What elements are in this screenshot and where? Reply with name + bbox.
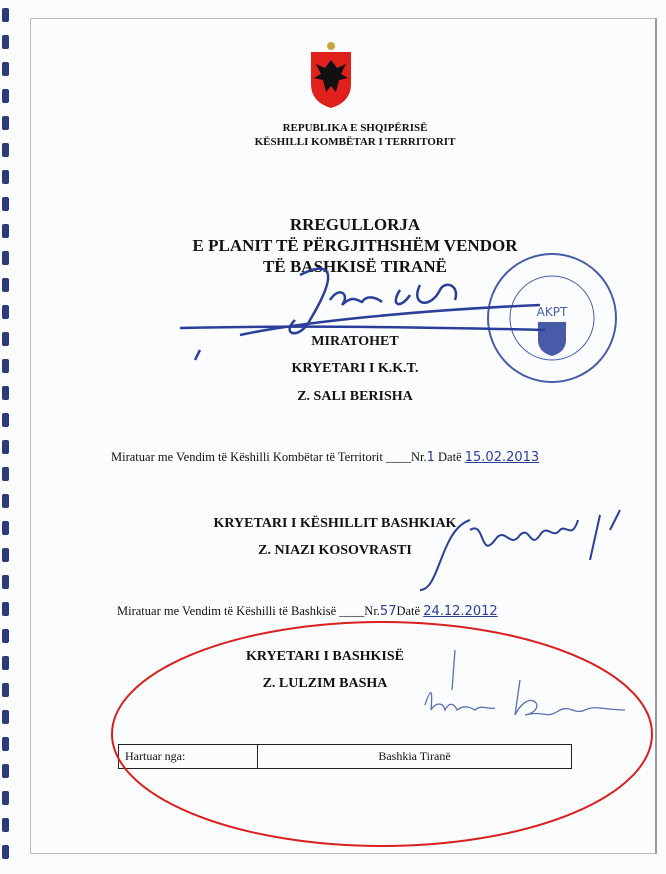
nr-value: 57 (379, 604, 397, 619)
approval-label: MIRATOHET (311, 334, 399, 349)
mayor-name: Z. LULZIM BASHA (262, 676, 388, 691)
date-value: 15.02.2013 (464, 450, 540, 465)
decision-2-line: Miratuar me Vendim të Këshilli të Bashkisë ____Nr.57Datë 24.12.2012 (117, 604, 498, 619)
date-label: Datë (438, 450, 462, 464)
approval-name: Z. SALI BERISHA (297, 389, 413, 404)
council-role: KRYETARI I KËSHILLIT BASHKIAK (213, 516, 457, 531)
date-label: Datë (396, 604, 421, 618)
prepared-by-label: Hartuar nga: (119, 745, 258, 768)
berisha-signature (180, 269, 545, 360)
title-line-1: RREGULLORJA (289, 215, 421, 234)
decision-1-text: Miratuar me Vendim të Këshilli Kombëtar të Territorit (111, 450, 383, 464)
prepared-by-value: Bashkia Tiranë (378, 749, 451, 763)
decision-1-line: Miratuar me Vendim të Këshilli Kombëtar të Territorit ____Nr.1 Datë 15.02.2013 (111, 450, 540, 465)
title-line-3: TË BASHKISË TIRANË (263, 257, 447, 276)
red-highlight-ellipse (112, 622, 652, 846)
approval-role: KRYETARI I K.K.T. (291, 361, 419, 376)
nr-label: Nr. (410, 450, 427, 464)
council-name: Z. NIAZI KOSOVRASTI (258, 543, 412, 558)
nr-value: 1 (426, 450, 435, 465)
date-value: 24.12.2012 (423, 604, 498, 619)
council-heading: KËSHILLI KOMBËTAR I TERRITORIT (254, 136, 456, 148)
title-line-2: E PLANIT TË PËRGJITHSHËM VENDOR (192, 236, 518, 255)
nr-label: Nr. (364, 604, 380, 618)
basha-signature (425, 650, 625, 715)
kosovrasti-signature (420, 510, 620, 590)
country-heading: REPUBLIKA E SHQIPËRISË (282, 122, 428, 134)
akpt-stamp (488, 254, 616, 382)
svg-text:AKPT: AKPT (536, 305, 568, 319)
mayor-role: KRYETARI I BASHKISË (246, 649, 404, 664)
decision-2-text: Miratuar me Vendim të Këshilli të Bashkisë (117, 604, 337, 618)
